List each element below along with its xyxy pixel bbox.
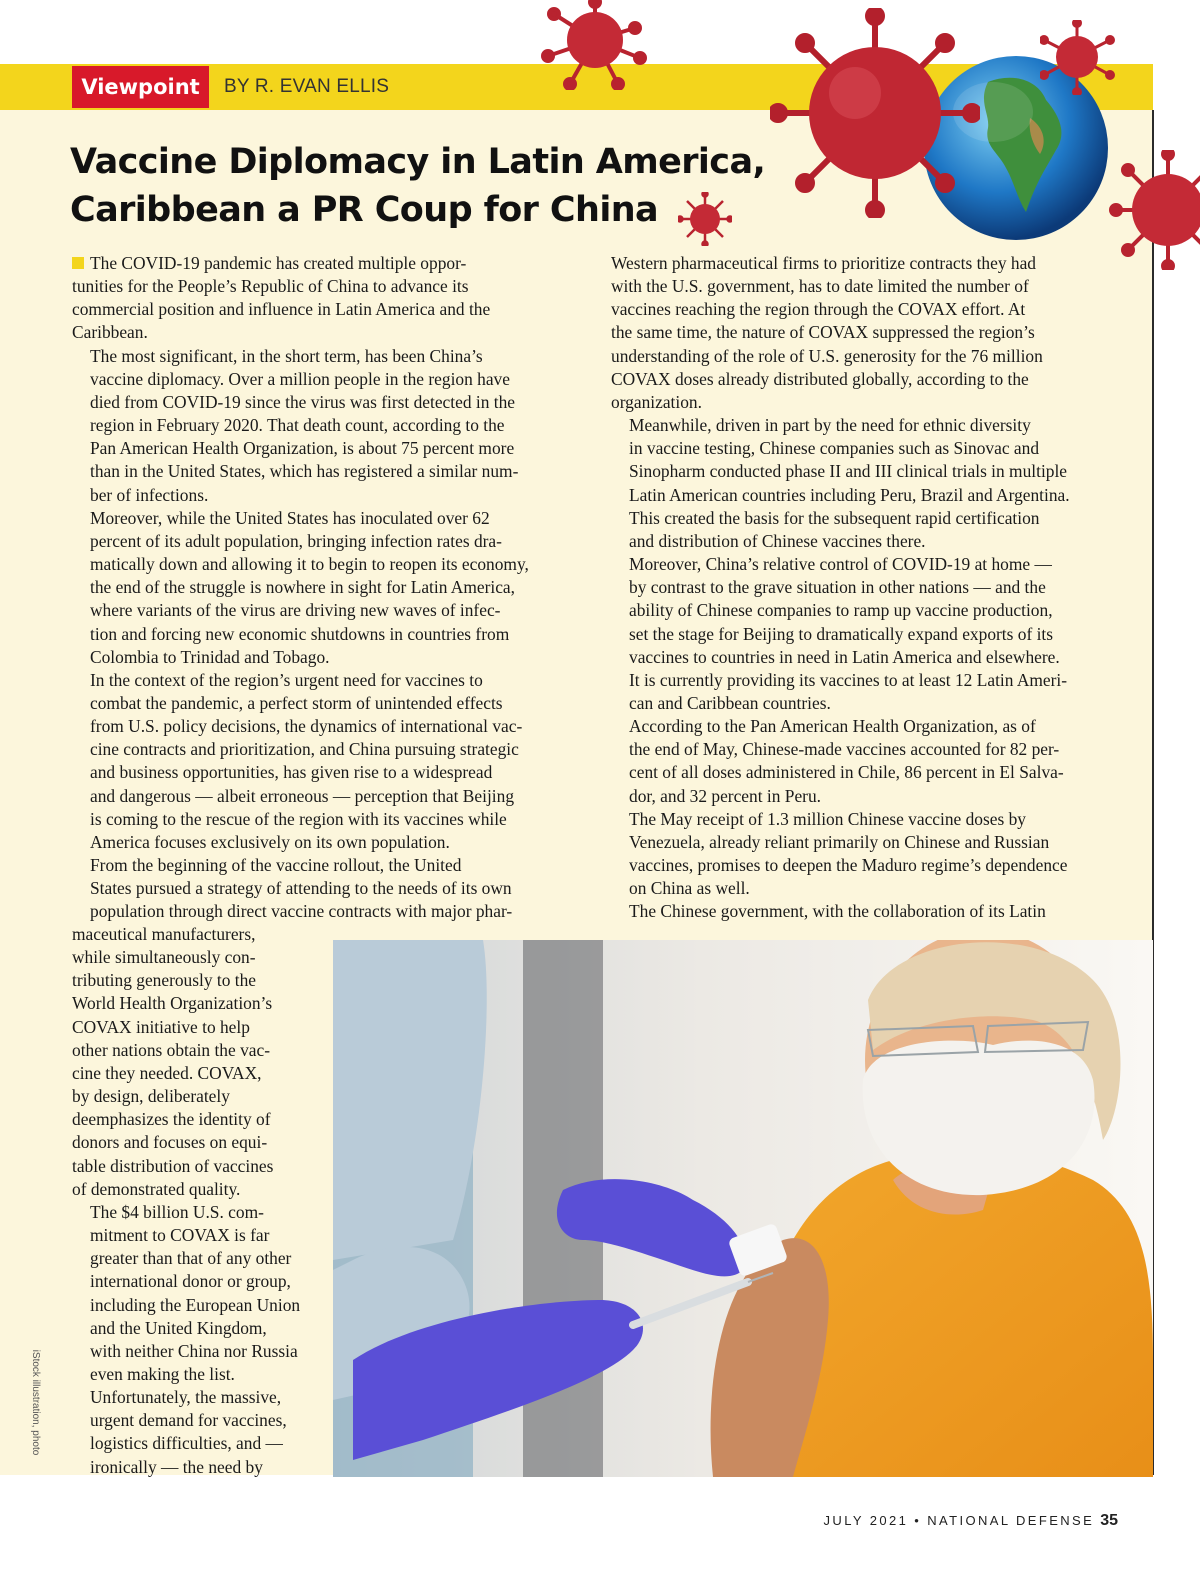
text-line: vaccines reaching the region through the COVAX effort. At xyxy=(611,299,1026,320)
paragraph xyxy=(72,854,572,923)
yellow-square-icon xyxy=(72,257,84,269)
text-line: percent of its adult population, bringing infection rates dra- xyxy=(90,530,502,551)
text-line: COVAX initiative to help xyxy=(72,1016,250,1037)
paragraph xyxy=(72,669,572,854)
text-line: even making the list. xyxy=(90,1363,235,1384)
text-line: cine they needed. COVAX, xyxy=(72,1062,262,1083)
text-line: by design, deliberately xyxy=(72,1086,230,1107)
paragraph xyxy=(72,252,572,345)
text-line: tunities for the People’s Republic of China to advance its xyxy=(72,276,469,297)
text-line: Sinopharm conducted phase II and III clinical trials in multiple xyxy=(629,461,1068,482)
body-column-right xyxy=(611,252,1116,924)
text-line: including the European Union xyxy=(90,1294,301,1315)
text-line: population through direct vaccine contracts with major phar- xyxy=(90,901,513,922)
title-line: Vaccine Diplomacy in Latin America, xyxy=(70,142,766,182)
text-line: died from COVID-19 since the virus was first detected in the xyxy=(90,391,515,412)
text-line: region in February 2020. That death count, according to the xyxy=(90,415,505,436)
virus-icon xyxy=(770,8,980,218)
paragraph xyxy=(72,345,572,507)
text-line: of demonstrated quality. xyxy=(72,1178,241,1199)
paragraph xyxy=(611,715,1116,808)
text-line: It is currently providing its vaccines to at least 12 Latin Ameri- xyxy=(629,669,1068,690)
text-line: States pursued a strategy of attending to the needs of its own xyxy=(90,878,512,899)
text-line: can and Caribbean countries. xyxy=(629,692,831,713)
text-line: the end of May, Chinese-made vaccines accounted for 82 per- xyxy=(629,739,1060,760)
text-line: Pan American Health Organization, is about 75 percent more xyxy=(90,438,515,459)
text-line: The most significant, in the short term, has been China’s xyxy=(90,345,483,366)
text-line: and business opportunities, has given rise to a widespread xyxy=(90,762,493,783)
paragraph xyxy=(72,923,328,1201)
title-line: Caribbean a PR Coup for China xyxy=(70,190,659,230)
body-column-narrow xyxy=(72,923,328,1479)
text-line: by contrast to the grave situation in other nations — and the xyxy=(629,577,1046,598)
text-line: with neither China nor Russia xyxy=(90,1340,298,1361)
text-line: urgent demand for vaccines, xyxy=(90,1410,287,1431)
paragraph xyxy=(72,1201,328,1386)
text-line: set the stage for Beijing to dramatically expand exports of its xyxy=(629,623,1054,644)
text-line: According to the Pan American Health Organization, as of xyxy=(629,716,1036,737)
text-line: while simultaneously con- xyxy=(72,947,256,968)
text-line: deemphasizes the identity of xyxy=(72,1109,271,1130)
text-line: In the context of the region’s urgent need for vaccines to xyxy=(90,669,483,690)
text-line: the same time, the nature of COVAX suppressed the region’s xyxy=(611,322,1035,343)
page-number: 35 xyxy=(1100,1512,1118,1529)
text-line: and distribution of Chinese vaccines there. xyxy=(629,530,926,551)
text-line: with the U.S. government, has to date limited the number of xyxy=(611,276,1029,297)
section-tag: Viewpoint xyxy=(72,66,209,108)
text-line: is coming to the rescue of the region with its vaccines while xyxy=(90,808,507,829)
body-column-left xyxy=(72,252,572,924)
text-line: vaccines to countries in need in Latin America and elsewhere. xyxy=(629,646,1060,667)
paragraph xyxy=(72,1386,328,1479)
text-line: World Health Organization’s xyxy=(72,993,273,1014)
text-line: ironically — the need by xyxy=(90,1456,263,1477)
footer-issue: JULY 2021 • NATIONAL DEFENSE xyxy=(823,1513,1095,1528)
paragraph xyxy=(611,553,1116,715)
text-line: from U.S. policy decisions, the dynamics of international vac- xyxy=(90,716,523,737)
text-line: Unfortunately, the massive, xyxy=(90,1387,282,1408)
text-line: America focuses exclusively on its own population. xyxy=(90,831,450,852)
text-line: ability of Chinese companies to ramp up vaccine production, xyxy=(629,600,1053,621)
byline: BY R. EVAN ELLIS xyxy=(224,76,390,97)
text-line: organization. xyxy=(611,391,702,412)
text-line: The May receipt of 1.3 million Chinese vaccine doses by xyxy=(629,808,1026,829)
paragraph xyxy=(611,414,1116,553)
text-line: table distribution of vaccines xyxy=(72,1155,274,1176)
virus-icon xyxy=(1040,20,1115,95)
vaccination-photo xyxy=(333,940,1153,1477)
text-line: tributing generously to the xyxy=(72,970,257,991)
text-line: combat the pandemic, a perfect storm of unintended effects xyxy=(90,692,503,713)
text-line: other nations obtain the vac- xyxy=(72,1039,270,1060)
text-line: mitment to COVAX is far xyxy=(90,1225,270,1246)
text-line: international donor or group, xyxy=(90,1271,291,1292)
virus-icon xyxy=(1108,150,1200,270)
paragraph xyxy=(611,808,1116,901)
text-line: the end of the struggle is nowhere in sight for Latin America, xyxy=(90,577,515,598)
text-line: commercial position and influence in Latin America and the xyxy=(72,299,491,320)
photo-credit: iStock illustration, photo xyxy=(30,1349,41,1456)
text-line: From the beginning of the vaccine rollout, the United xyxy=(90,855,462,876)
paragraph xyxy=(611,900,1116,923)
text-line: and the United Kingdom, xyxy=(90,1317,267,1338)
text-line: Colombia to Trinidad and Tobago. xyxy=(90,646,330,667)
text-line: greater than that of any other xyxy=(90,1248,292,1269)
text-line: dor, and 32 percent in Peru. xyxy=(629,785,821,806)
text-line: tion and forcing new economic shutdowns in countries from xyxy=(90,623,510,644)
text-line: cent of all doses administered in Chile, 86 percent in El Salva- xyxy=(629,762,1064,783)
text-line: Latin American countries including Peru, Brazil and Argentina. xyxy=(629,484,1070,505)
text-line: This created the basis for the subsequent rapid certification xyxy=(629,507,1040,528)
text-line: Meanwhile, driven in part by the need for ethnic diversity xyxy=(629,415,1031,436)
text-line: where variants of the virus are driving new waves of infec- xyxy=(90,600,501,621)
text-line: COVAX doses already distributed globally, according to the xyxy=(611,368,1029,389)
paragraph xyxy=(72,507,572,669)
text-line: Caribbean. xyxy=(72,322,148,343)
page-footer xyxy=(824,1512,1118,1530)
text-line: Moreover, while the United States has inoculated over 62 xyxy=(90,507,490,528)
text-line: than in the United States, which has registered a similar num- xyxy=(90,461,519,482)
virus-icon xyxy=(540,0,650,90)
text-line: The Chinese government, with the collaboration of its Latin xyxy=(629,901,1046,922)
paragraph xyxy=(611,252,1116,414)
text-line: The $4 billion U.S. com- xyxy=(90,1201,264,1222)
text-line: cine contracts and prioritization, and China pursuing strategic xyxy=(90,739,519,760)
article-title xyxy=(70,138,790,234)
text-line: maceutical manufacturers, xyxy=(72,924,256,944)
text-line: understanding of the role of U.S. generosity for the 76 million xyxy=(611,345,1043,366)
text-line: donors and focuses on equi- xyxy=(72,1132,268,1153)
text-line: Western pharmaceutical firms to prioritize contracts they had xyxy=(611,253,1036,273)
text-line: in vaccine testing, Chinese companies such as Sinovac and xyxy=(629,438,1040,459)
text-line: logistics difficulties, and — xyxy=(90,1433,283,1454)
text-line: The COVID-19 pandemic has created multiple oppor- xyxy=(90,253,467,273)
text-line: Moreover, China’s relative control of COVID-19 at home — xyxy=(629,554,1052,575)
text-line: on China as well. xyxy=(629,878,750,899)
text-line: vaccine diplomacy. Over a million people in the region have xyxy=(90,368,510,389)
text-line: ber of infections. xyxy=(90,484,209,505)
text-line: vaccines, promises to deepen the Maduro regime’s dependence xyxy=(629,855,1068,876)
text-line: and dangerous — albeit erroneous — perception that Beijing xyxy=(90,785,515,806)
text-line: Venezuela, already reliant primarily on Chinese and Russian xyxy=(629,831,1050,852)
text-line: matically down and allowing it to begin to reopen its economy, xyxy=(90,554,529,575)
